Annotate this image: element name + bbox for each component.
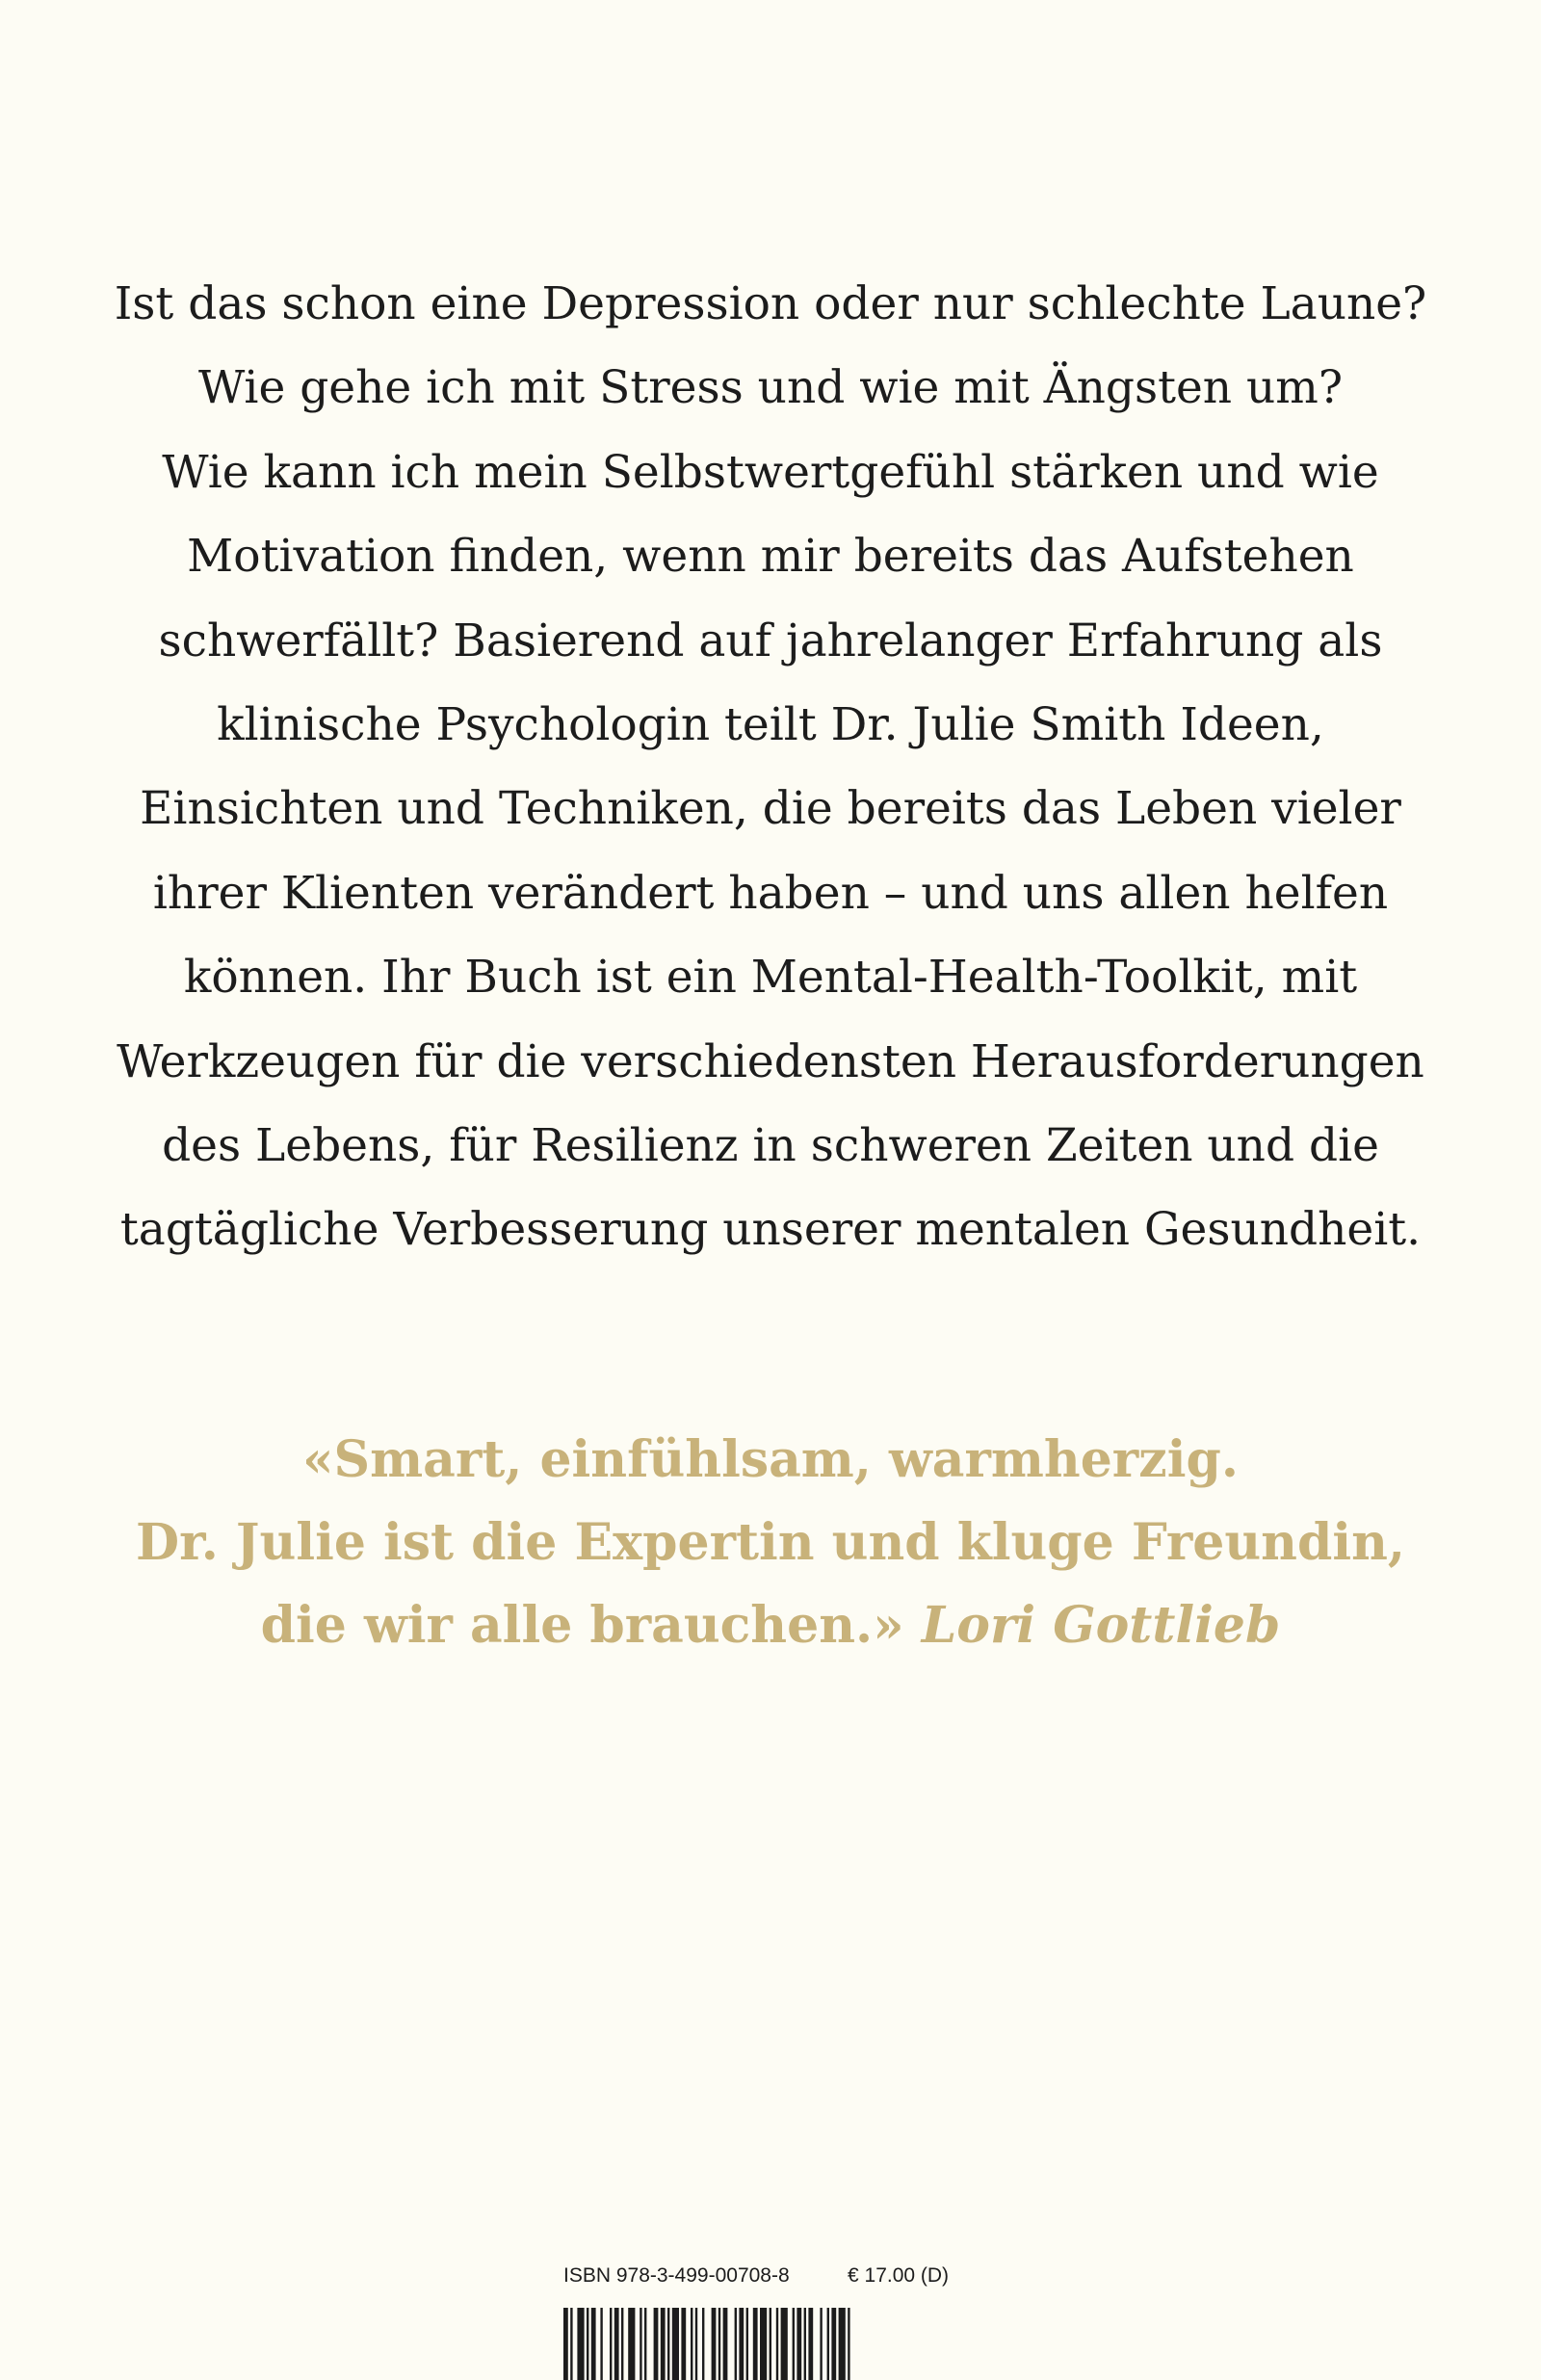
barcode-bar: [848, 2308, 849, 2380]
isbn-price-row: [563, 2264, 968, 2297]
blurb-line: können. Ihr Buch ist ein Mental-Health-Toolkit, mit: [183, 951, 1358, 1005]
blurb-line: Ist das schon eine Depression oder nur schlechte Laune?: [114, 277, 1427, 330]
barcode-bar: [760, 2308, 767, 2380]
blurb-line: des Lebens, für Resilienz in schweren Zeiten und die: [162, 1119, 1379, 1173]
price-label: € 17.00 (D): [848, 2264, 950, 2287]
quote-line-with-author: [0, 1584, 1541, 1667]
barcode-bar: [661, 2308, 666, 2380]
barcode-bar: [695, 2308, 697, 2380]
barcode-bar: [770, 2308, 771, 2380]
barcode-bar: [793, 2308, 795, 2380]
barcode-bar: [781, 2308, 788, 2380]
barcode-bar: [797, 2308, 801, 2380]
quote-line: die wir alle brauchen.»: [260, 1596, 904, 1655]
barcode-bar: [621, 2308, 623, 2380]
blurb-text: [0, 262, 1541, 1272]
blurb-line: tagtägliche Verbesserung unserer mentalen Gesundheit.: [119, 1203, 1422, 1257]
barcode-bar: [808, 2308, 813, 2380]
barcode-bar: [735, 2308, 737, 2380]
barcode-bar: [831, 2308, 836, 2380]
barcode: [563, 2308, 968, 2380]
barcode-bar: [753, 2308, 758, 2380]
barcode-bar: [723, 2308, 728, 2380]
barcode-bar: [718, 2308, 720, 2380]
barcode-bar: [570, 2308, 572, 2380]
blurb-line: Wie gehe ich mit Stress und wie mit Ängsten um?: [197, 361, 1344, 415]
barcode-bar: [587, 2308, 588, 2380]
quote-line: Dr. Julie ist die Expertin und kluge Freundin,: [136, 1513, 1405, 1572]
barcode-bar: [827, 2308, 829, 2380]
barcode-bar: [776, 2308, 778, 2380]
blurb-line: Wie kann ich mein Selbstwertgefühl stärken und wie: [162, 445, 1379, 499]
barcode-bar: [712, 2308, 717, 2380]
barcode-bar: [820, 2308, 822, 2380]
blurb-line: Motivation finden, wenn mir bereits das Aufstehen: [187, 530, 1354, 584]
blurb-line: klinische Psychologin teilt Dr. Julie Smith Ideen,: [217, 698, 1324, 752]
barcode-bar: [739, 2308, 744, 2380]
barcode-bar: [591, 2308, 596, 2380]
barcode-bar: [691, 2308, 692, 2380]
barcode-bar: [681, 2308, 686, 2380]
barcode-bar: [746, 2308, 748, 2380]
isbn-number: ISBN 978-3-499-00708-8: [563, 2264, 790, 2287]
barcode-bar: [654, 2308, 659, 2380]
quote-author: Lori Gottlieb: [921, 1596, 1281, 1655]
barcode-bar: [804, 2308, 806, 2380]
review-quote: [0, 1419, 1541, 1667]
blurb-line: schwerfällt? Basierend auf jahrelanger Erfahrung als: [158, 614, 1383, 667]
blurb-line: Werkzeugen für die verschiedensten Herausforderungen: [117, 1034, 1424, 1088]
barcode-bar: [600, 2308, 602, 2380]
quote-line: «Smart, einfühlsam, warmherzig.: [302, 1430, 1239, 1489]
barcode-bar: [667, 2308, 669, 2380]
barcode-bar: [702, 2308, 704, 2380]
barcode-bar: [614, 2308, 619, 2380]
barcode-bar: [577, 2308, 584, 2380]
barcode-bar: [644, 2308, 646, 2380]
blurb-line: Einsichten und Techniken, die bereits das Leben vieler: [140, 782, 1401, 836]
blurb-line: ihrer Klienten verändert haben – und uns allen helfen: [152, 866, 1389, 920]
barcode-bar: [672, 2308, 679, 2380]
barcode-bar: [839, 2308, 846, 2380]
barcode-bar: [640, 2308, 641, 2380]
barcode-bar: [628, 2308, 635, 2380]
barcode-bar: [610, 2308, 612, 2380]
barcode-bar: [563, 2308, 568, 2380]
